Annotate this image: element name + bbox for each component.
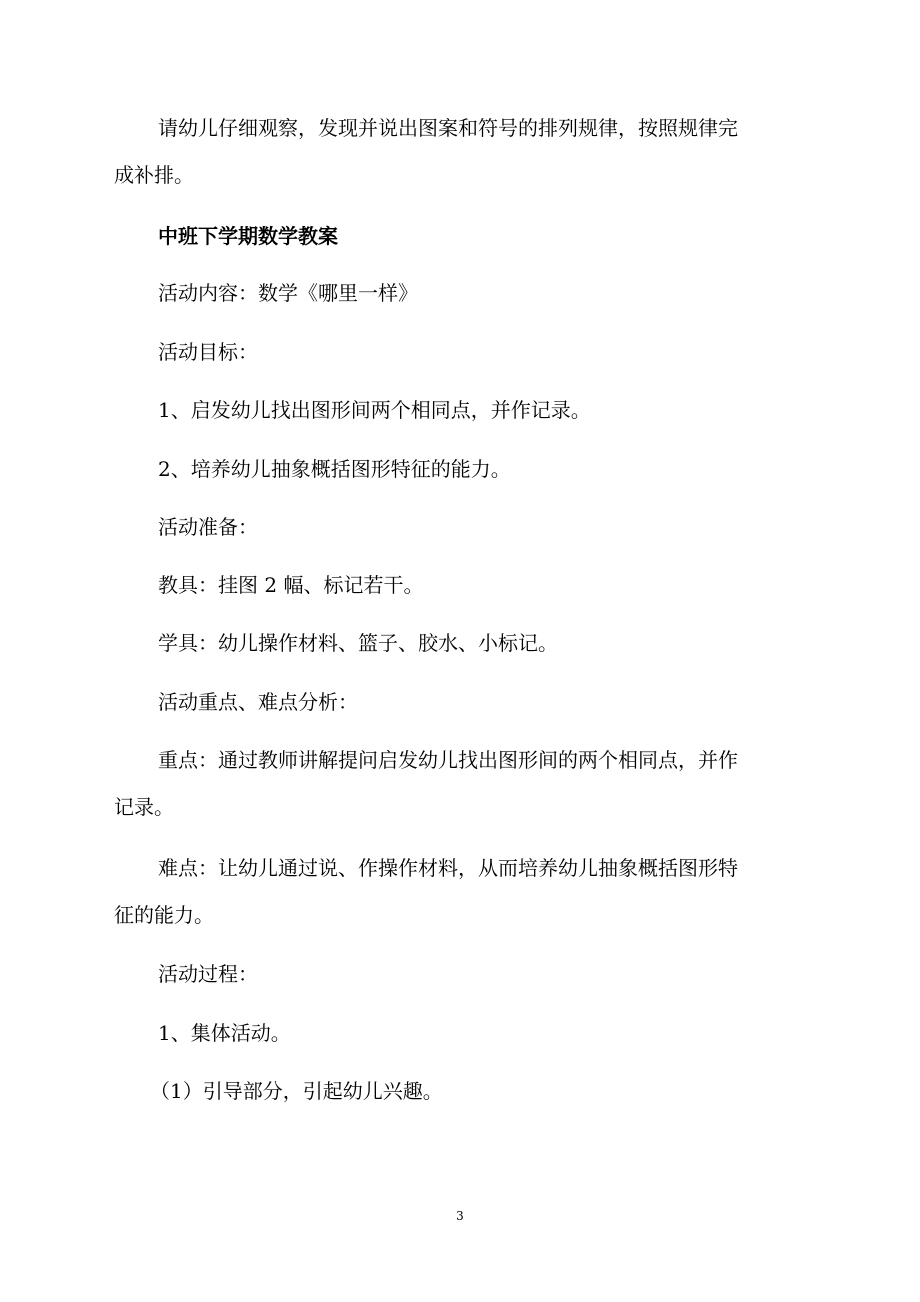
activity-content: 活动内容：数学《哪里一样》 (158, 281, 418, 305)
activity-process-label: 活动过程： (158, 962, 258, 986)
page-number: 3 (456, 1209, 464, 1223)
activity-preparation-label: 活动准备： (158, 515, 258, 539)
teaching-aids: 教具：挂图 2 幅、标记若干。 (158, 573, 424, 597)
process-step: 1、集体活动。 (158, 1021, 291, 1045)
goal-item: 1、启发幼儿找出图形间两个相同点，并作记录。 (158, 398, 591, 422)
process-substep: （1）引导部分，引起幼儿兴趣。 (150, 1079, 443, 1103)
section-heading: 中班下学期数学教案 (158, 224, 338, 248)
paragraph-line: 请幼儿仔细观察，发现并说出图案和符号的排列规律，按照规律完 (158, 116, 738, 140)
learning-aids: 学具：幼儿操作材料、篮子、胶水、小标记。 (158, 631, 558, 655)
paragraph-line: 征的能力。 (114, 903, 214, 927)
paragraph-line: 难点：让幼儿通过说、作操作材料，从而培养幼儿抽象概括图形特 (158, 856, 738, 880)
paragraph-line: 重点：通过教师讲解提问启发幼儿找出图形间的两个相同点，并作 (158, 748, 738, 772)
goal-item: 2、培养幼儿抽象概括图形特征的能力。 (158, 457, 511, 481)
key-points-label: 活动重点、难点分析： (158, 690, 358, 714)
paragraph-line: 成补排。 (114, 163, 194, 187)
activity-goals-label: 活动目标： (158, 340, 258, 364)
paragraph-line: 记录。 (114, 795, 174, 819)
